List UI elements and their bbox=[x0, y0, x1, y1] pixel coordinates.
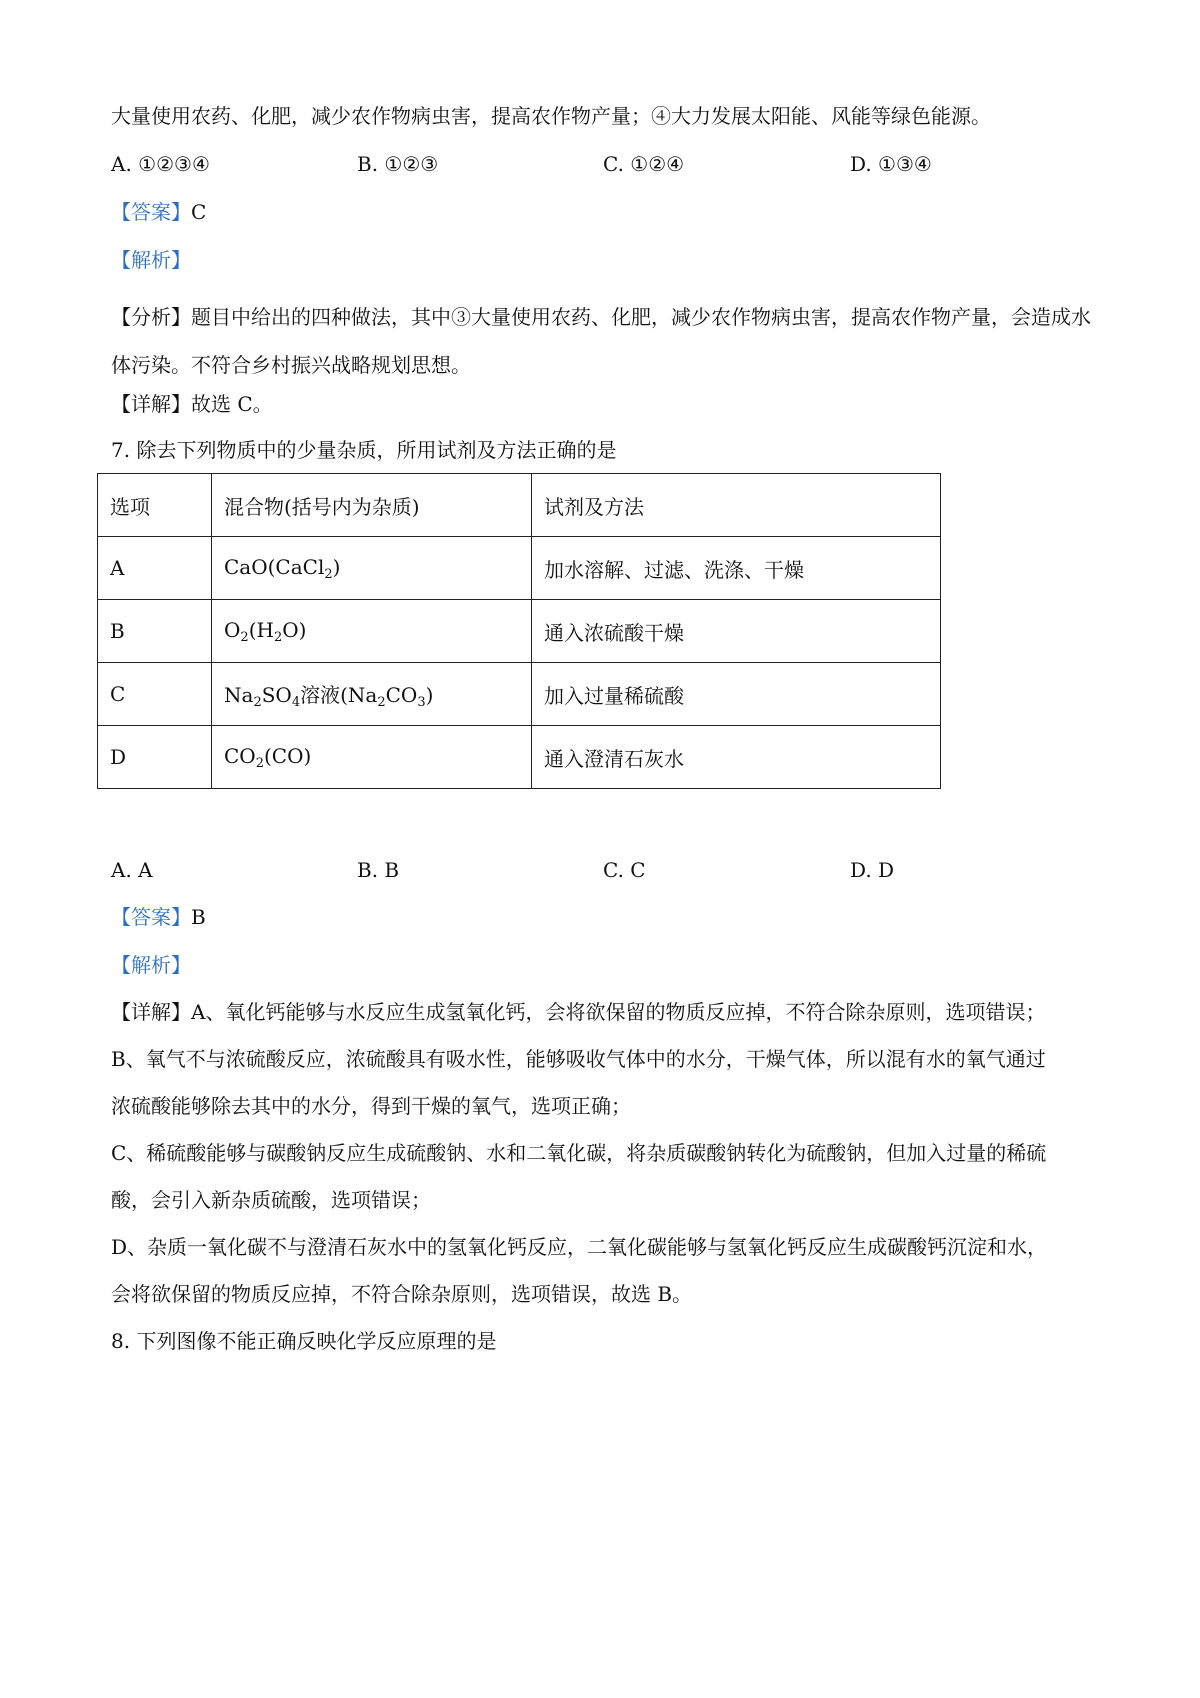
header-method: 试剂及方法 bbox=[532, 474, 941, 537]
header-mixture: 混合物(括号内为杂质) bbox=[212, 474, 532, 537]
q6-detail bbox=[111, 390, 273, 418]
table-row bbox=[98, 663, 941, 726]
q7-answer bbox=[111, 903, 206, 931]
q7-detail-line: D、杂质一氧化碳不与澄清石灰水中的氢氧化钙反应，二氧化碳能够与氢氧化钙反应生成碳酸钙沉淀和水， bbox=[111, 1235, 1048, 1259]
q7-detail-line: 【详解】A、氧化钙能够与水反应生成氢氧化钙，会将欲保留的物质反应掉，不符合除杂原则，选项错误； bbox=[111, 1000, 1046, 1024]
q6-option-a: A. ①②③④ bbox=[111, 152, 210, 176]
detail-text: 故选 C。 bbox=[191, 392, 273, 416]
q7-stem: 7. 除去下列物质中的少量杂质，所用试剂及方法正确的是 bbox=[111, 438, 617, 462]
q6-answer bbox=[111, 198, 206, 226]
q7-detail-line: B、氧气不与浓硫酸反应，浓硫酸具有吸水性，能够吸收气体中的水分，干燥气体，所以混有水的氧气通过 bbox=[111, 1047, 1046, 1071]
q7-analysis-tag: 【解析】 bbox=[111, 953, 191, 977]
table-header-row bbox=[98, 474, 941, 537]
q7-detail-line: 浓硫酸能够除去其中的水分，得到干燥的氧气，选项正确； bbox=[111, 1094, 631, 1118]
q6-option-c: C. ①②④ bbox=[603, 152, 685, 176]
answer-value: B bbox=[191, 905, 206, 929]
row-mixture: $CO_2(CO)$ bbox=[212, 726, 532, 789]
header-option: 选项 bbox=[98, 474, 212, 537]
q6-analysis-tag: 【解析】 bbox=[111, 248, 191, 272]
table-row bbox=[98, 600, 941, 663]
row-key: C bbox=[98, 663, 212, 726]
q7-option-d: D. D bbox=[850, 858, 895, 882]
table-row bbox=[98, 537, 941, 600]
detail-tag: 【详解】 bbox=[111, 1000, 191, 1024]
row-key: D bbox=[98, 726, 212, 789]
q8-stem: 8. 下列图像不能正确反映化学反应原理的是 bbox=[111, 1329, 497, 1353]
detail-tag: 【详解】 bbox=[111, 392, 191, 416]
q7-option-a: A. A bbox=[111, 858, 153, 882]
fenxi-text: 题目中给出的四种做法，其中③大量使用农药、化肥，减少农作物病虫害，提高农作物产量，会造成水体污染。不符合乡村振兴战略规划思想。 bbox=[111, 305, 1091, 377]
q6-option-d: D. ①③④ bbox=[850, 152, 932, 176]
q7-options bbox=[111, 856, 1111, 884]
row-method: 加水溶解、过滤、洗涤、干燥 bbox=[532, 537, 941, 600]
row-mixture: CaO(CaCl$_2$) bbox=[212, 537, 532, 600]
q6-fenxi bbox=[111, 293, 1101, 389]
row-key: A bbox=[98, 537, 212, 600]
q7-option-b: B. B bbox=[357, 858, 400, 882]
q7-detail-line: 酸，会引入新杂质硫酸，选项错误； bbox=[111, 1188, 431, 1212]
fenxi-tag: 【分析】 bbox=[111, 305, 191, 329]
row-method: 通入澄清石灰水 bbox=[532, 726, 941, 789]
row-mixture: $Na_2SO_4$溶液$(Na_2CO_3)$ bbox=[212, 663, 532, 726]
row-mixture: $O_2(H_2O)$ bbox=[212, 600, 532, 663]
q7-table bbox=[97, 473, 941, 789]
q7-detail-line: C、稀硫酸能够与碳酸钠反应生成硫酸钠、水和二氧化碳，将杂质碳酸钠转化为硫酸钠，但加入过量的稀硫 bbox=[111, 1141, 1047, 1165]
q6-stem-tail: 大量使用农药、化肥，减少农作物病虫害，提高农作物产量；④大力发展太阳能、风能等绿色能源。 bbox=[111, 104, 991, 128]
row-key: B bbox=[98, 600, 212, 663]
answer-value: C bbox=[191, 200, 207, 224]
q6-options bbox=[111, 150, 1111, 178]
q7-detail-line: 会将欲保留的物质反应掉，不符合除杂原则，选项错误，故选 B。 bbox=[111, 1282, 693, 1306]
row-method: 通入浓硫酸干燥 bbox=[532, 600, 941, 663]
answer-tag: 【答案】 bbox=[111, 905, 191, 929]
table-row bbox=[98, 726, 941, 789]
q7-option-c: C. C bbox=[603, 858, 646, 882]
answer-tag: 【答案】 bbox=[111, 200, 191, 224]
row-method: 加入过量稀硫酸 bbox=[532, 663, 941, 726]
q6-option-b: B. ①②③ bbox=[357, 152, 439, 176]
